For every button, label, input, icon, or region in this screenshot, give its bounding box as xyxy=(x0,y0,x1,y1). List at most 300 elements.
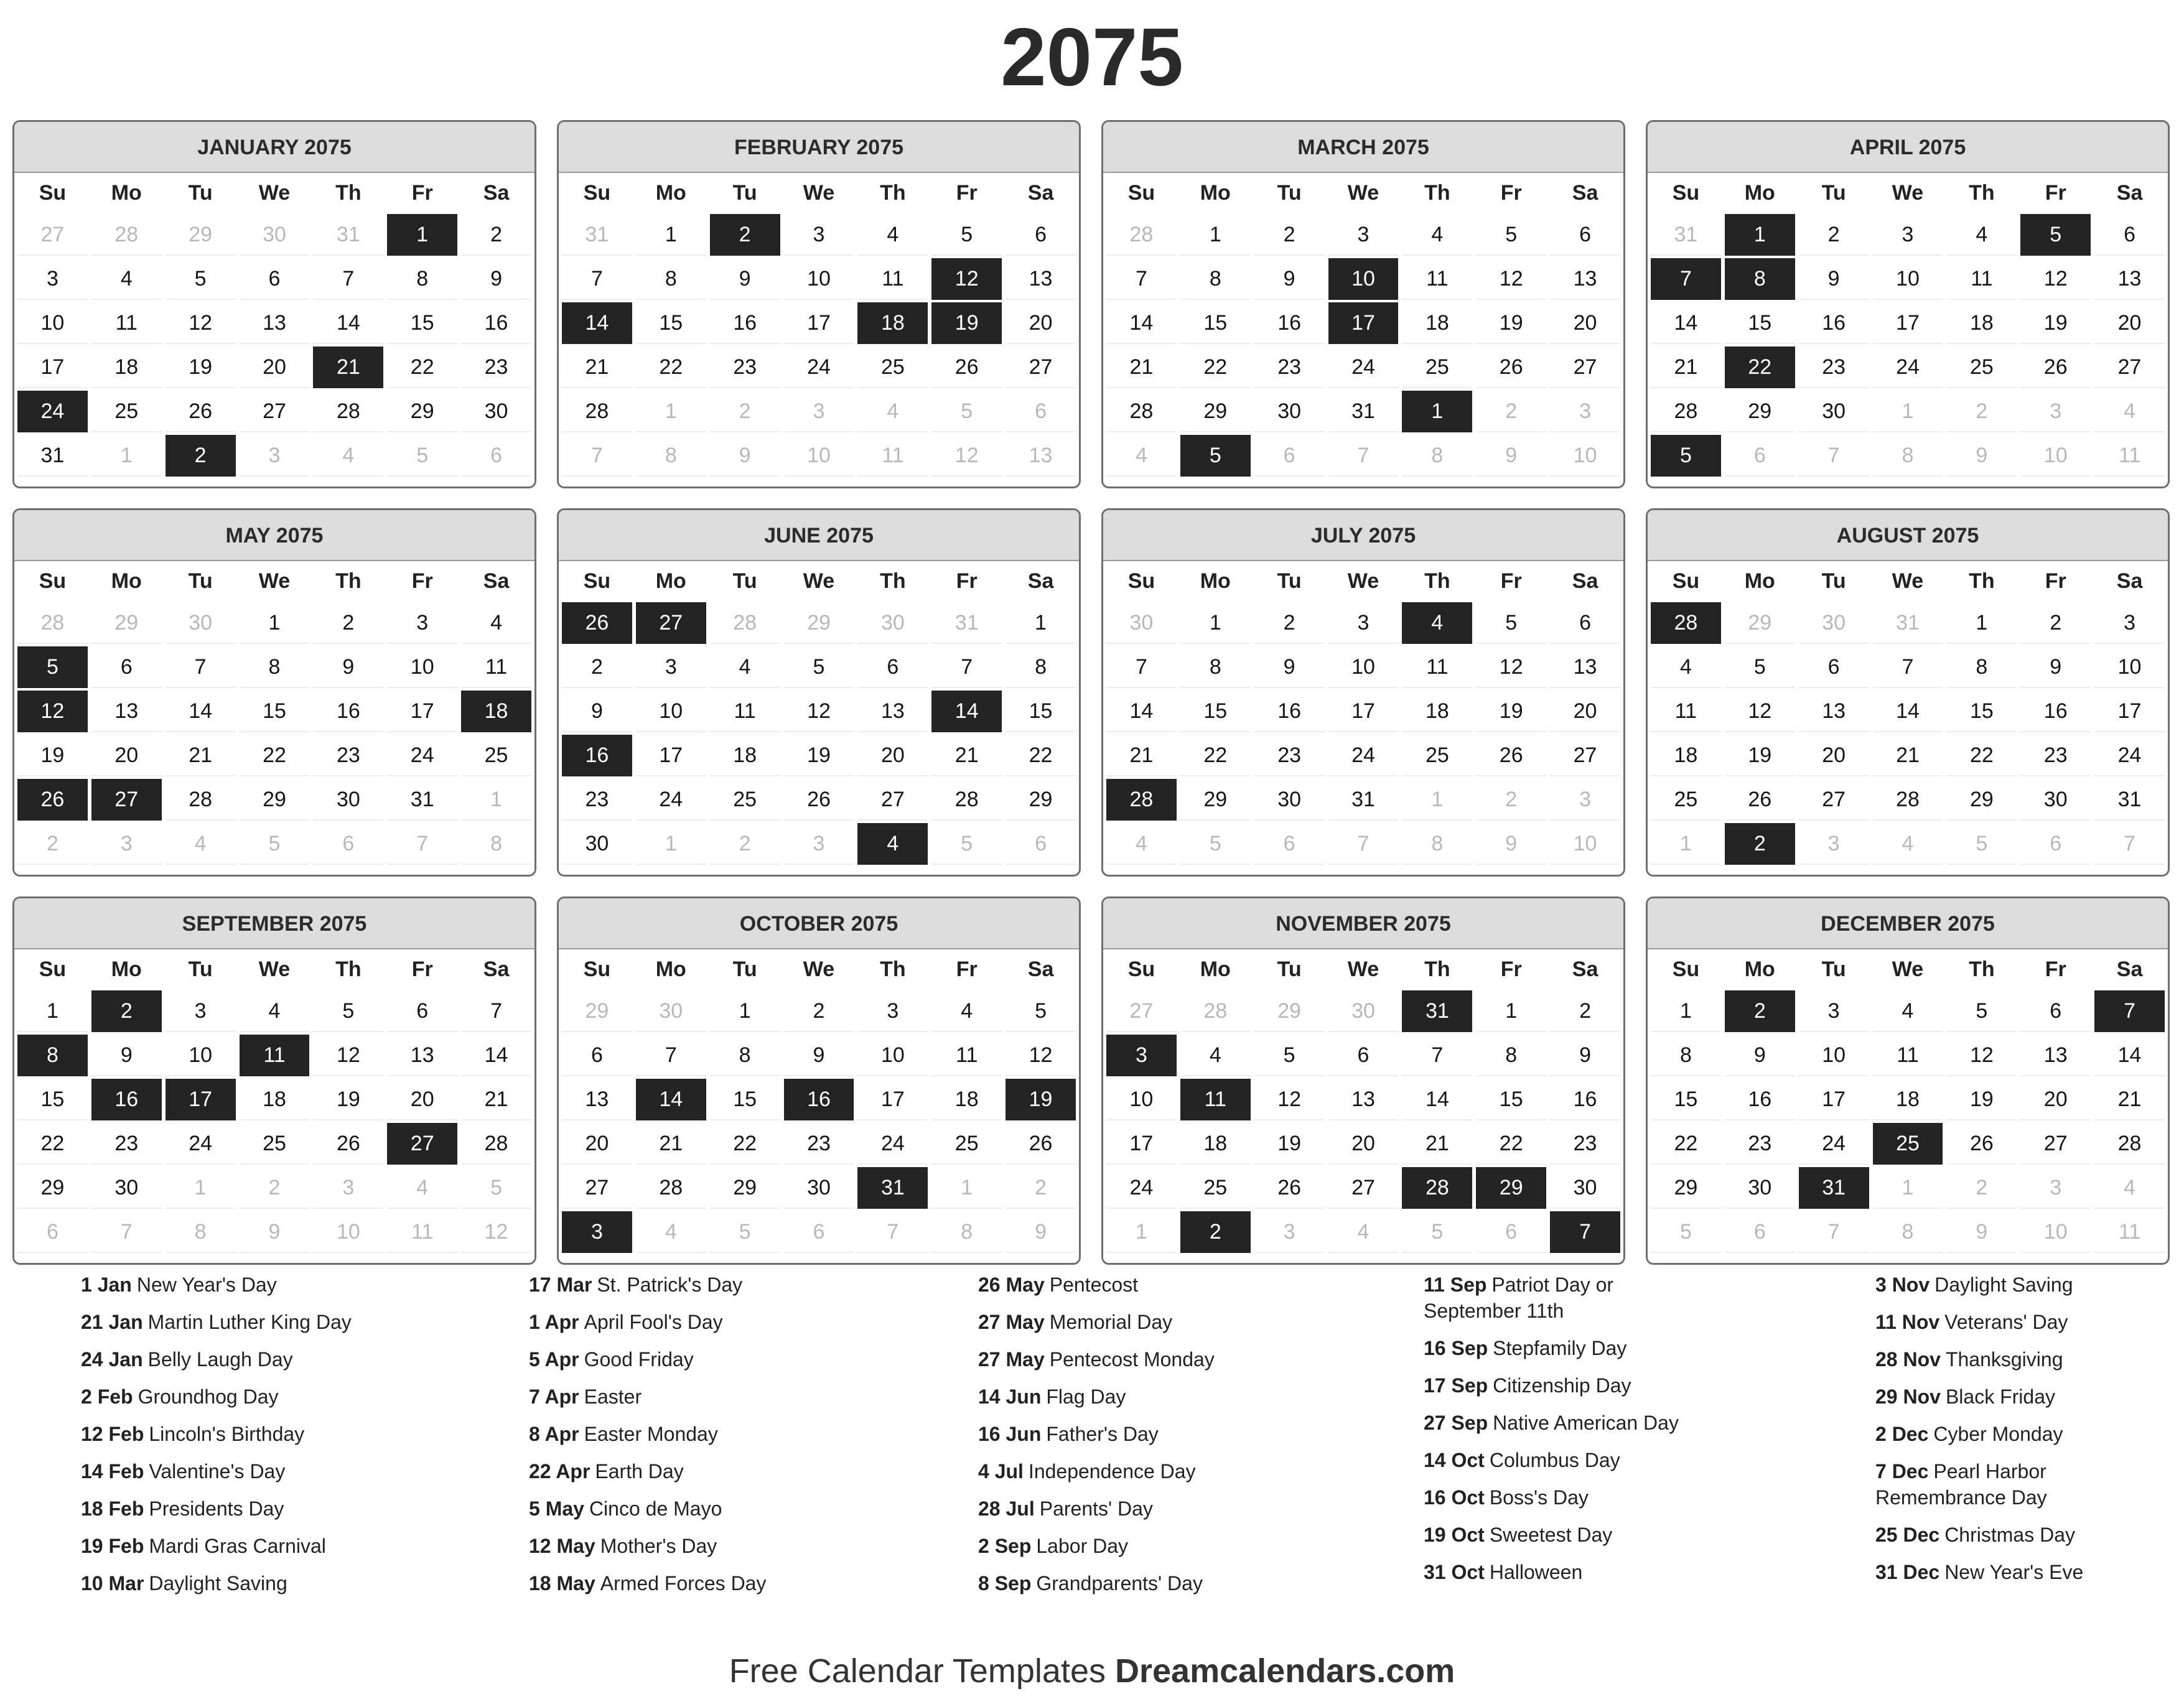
day-cell: 23 xyxy=(1550,1123,1620,1165)
day-cell: 16 xyxy=(461,302,531,344)
day-cell: 3 xyxy=(1799,990,1869,1032)
holiday-date: 16 Oct xyxy=(1424,1486,1485,1509)
day-cell: 15 xyxy=(240,691,310,732)
day-cell: 8 xyxy=(1180,258,1251,300)
holiday-name: Boss's Day xyxy=(1489,1486,1589,1509)
day-cell: 9 xyxy=(784,1035,854,1076)
day-cell: 19 xyxy=(1946,1079,2017,1120)
day-cell: 21 xyxy=(636,1123,706,1165)
holiday-item xyxy=(978,1570,1215,1596)
day-cell: 2 xyxy=(1550,990,1620,1032)
day-cell: 6 xyxy=(1006,214,1076,256)
day-cell: 13 xyxy=(1006,258,1076,300)
day-grid xyxy=(1648,561,2168,866)
day-cell: 16 xyxy=(313,691,383,732)
day-cell: 6 xyxy=(1550,214,1620,256)
adjacent-month-day-cell: 8 xyxy=(1402,435,1472,477)
day-cell: 11 xyxy=(1946,258,2017,300)
day-cell: 7 xyxy=(1873,646,1943,688)
day-cell: 28 xyxy=(931,779,1002,821)
holiday-name: Patriot Day or September 11th xyxy=(1424,1273,1614,1322)
day-cell: 17 xyxy=(2094,691,2165,732)
weekday-label: We xyxy=(1892,181,1924,205)
day-grid xyxy=(559,561,1079,866)
day-cell: 26 xyxy=(1006,1123,1076,1165)
day-cell: 26 xyxy=(1476,347,1546,388)
holiday-name: Pearl Harbor Remembrance Day xyxy=(1875,1460,2047,1509)
day-cell: 14 xyxy=(1873,691,1943,732)
day-cell: 31 xyxy=(2094,779,2165,821)
adjacent-month-day-cell: 9 xyxy=(240,1211,310,1253)
holiday-item xyxy=(81,1570,352,1596)
adjacent-month-day-cell: 3 xyxy=(91,823,162,865)
day-cell: 3 xyxy=(1873,214,1943,256)
month-calendar xyxy=(1646,120,2170,488)
day-cell: 1 xyxy=(240,602,310,644)
adjacent-month-day-cell: 11 xyxy=(857,435,928,477)
holiday-name: Flag Day xyxy=(1046,1385,1126,1408)
adjacent-month-day-cell: 28 xyxy=(710,602,780,644)
day-cell: 14 xyxy=(1402,1079,1472,1120)
day-cell: 11 xyxy=(1402,258,1472,300)
day-cell: 1 xyxy=(1651,990,1721,1032)
holiday-item xyxy=(529,1458,766,1484)
holiday-day-cell: 2 xyxy=(166,435,236,477)
page-title: 2075 xyxy=(1001,11,1183,103)
holiday-name: April Fool's Day xyxy=(584,1311,723,1333)
holiday-name: Memorial Day xyxy=(1049,1311,1173,1333)
day-cell: 30 xyxy=(562,823,632,865)
holiday-date: 2 Feb xyxy=(81,1385,133,1408)
holiday-day-cell: 7 xyxy=(2094,990,2165,1032)
adjacent-month-day-cell: 10 xyxy=(313,1211,383,1253)
day-cell: 17 xyxy=(1106,1123,1177,1165)
day-cell: 20 xyxy=(857,735,928,776)
day-cell: 21 xyxy=(1651,347,1721,388)
weekday-label: We xyxy=(803,957,835,981)
holiday-date: 28 Jul xyxy=(978,1497,1035,1520)
adjacent-month-day-cell: 8 xyxy=(1402,823,1472,865)
adjacent-month-day-cell: 1 xyxy=(461,779,531,821)
adjacent-month-day-cell: 1 xyxy=(91,435,162,477)
adjacent-month-day-cell: 2 xyxy=(1946,391,2017,432)
day-cell: 9 xyxy=(1254,646,1325,688)
adjacent-month-day-cell: 6 xyxy=(1006,391,1076,432)
day-cell: 9 xyxy=(313,646,383,688)
day-cell: 27 xyxy=(2094,347,2165,388)
day-cell: 11 xyxy=(857,258,928,300)
weekday-label: Su xyxy=(1127,181,1155,205)
adjacent-month-day-cell: 7 xyxy=(2094,823,2165,865)
weekday-label: Fr xyxy=(2045,569,2066,593)
day-cell: 5 xyxy=(1254,1035,1325,1076)
adjacent-month-day-cell: 7 xyxy=(91,1211,162,1253)
adjacent-month-day-cell: 6 xyxy=(2020,823,2091,865)
day-cell: 25 xyxy=(931,1123,1002,1165)
day-cell: 10 xyxy=(1328,646,1399,688)
day-cell: 9 xyxy=(710,258,780,300)
weekday-label: Th xyxy=(335,569,362,593)
month-title: FEBRUARY 2075 xyxy=(559,122,1079,173)
adjacent-month-day-cell: 2 xyxy=(1476,391,1546,432)
day-cell: 18 xyxy=(91,347,162,388)
holiday-name: Martin Luther King Day xyxy=(147,1311,352,1333)
day-cell: 24 xyxy=(1873,347,1943,388)
day-cell: 13 xyxy=(1799,691,1869,732)
day-cell: 25 xyxy=(91,391,162,432)
holiday-day-cell: 27 xyxy=(91,779,162,821)
day-cell: 22 xyxy=(1946,735,2017,776)
weekday-label: Tu xyxy=(732,569,757,593)
weekday-label: Mo xyxy=(1200,957,1231,981)
weekday-label: Fr xyxy=(411,181,433,205)
weekday-label: Su xyxy=(583,181,611,205)
day-cell: 30 xyxy=(2020,779,2091,821)
holiday-date: 19 Feb xyxy=(81,1535,144,1557)
holiday-day-cell: 1 xyxy=(1402,391,1472,432)
adjacent-month-day-cell: 6 xyxy=(1476,1211,1546,1253)
adjacent-month-day-cell: 11 xyxy=(2094,435,2165,477)
day-cell: 11 xyxy=(91,302,162,344)
holiday-name: Mardi Gras Carnival xyxy=(149,1535,326,1557)
holiday-day-cell: 7 xyxy=(1651,258,1721,300)
holiday-day-cell: 31 xyxy=(1402,990,1472,1032)
day-cell: 26 xyxy=(1476,735,1546,776)
day-cell: 8 xyxy=(1476,1035,1546,1076)
holiday-name: Parents' Day xyxy=(1039,1497,1153,1520)
month-calendar xyxy=(1101,508,1625,877)
day-cell: 29 xyxy=(710,1167,780,1209)
day-cell: 11 xyxy=(1402,646,1472,688)
day-cell: 28 xyxy=(166,779,236,821)
adjacent-month-day-cell: 29 xyxy=(1725,602,1795,644)
day-cell: 21 xyxy=(461,1079,531,1120)
holiday-item xyxy=(529,1421,766,1447)
month-title: AUGUST 2075 xyxy=(1648,510,2168,561)
weekday-label: Fr xyxy=(2045,957,2066,981)
weekday-label: Th xyxy=(1424,569,1450,593)
day-cell: 2 xyxy=(1254,602,1325,644)
day-cell: 9 xyxy=(2020,646,2091,688)
adjacent-month-day-cell: 28 xyxy=(1180,990,1251,1032)
weekday-label: Th xyxy=(1424,181,1450,205)
adjacent-month-day-cell: 3 xyxy=(784,391,854,432)
day-cell: 6 xyxy=(1799,646,1869,688)
holiday-date: 27 May xyxy=(978,1311,1045,1333)
weekday-label: Mo xyxy=(111,957,142,981)
day-cell: 24 xyxy=(1106,1167,1177,1209)
adjacent-month-day-cell: 3 xyxy=(1550,391,1620,432)
weekday-label: Sa xyxy=(2116,957,2143,981)
adjacent-month-day-cell: 2 xyxy=(1946,1167,2017,1209)
adjacent-month-day-cell: 6 xyxy=(784,1211,854,1253)
day-cell: 20 xyxy=(1328,1123,1399,1165)
holiday-item xyxy=(1424,1272,1691,1324)
day-cell: 20 xyxy=(562,1123,632,1165)
day-grid xyxy=(14,173,534,478)
day-cell: 19 xyxy=(17,735,88,776)
month-calendar xyxy=(557,508,1081,877)
adjacent-month-day-cell: 2 xyxy=(1006,1167,1076,1209)
adjacent-month-day-cell: 31 xyxy=(931,602,1002,644)
adjacent-month-day-cell: 10 xyxy=(2020,435,2091,477)
adjacent-month-day-cell: 30 xyxy=(857,602,928,644)
weekday-label: Su xyxy=(39,957,67,981)
day-cell: 15 xyxy=(387,302,457,344)
weekday-label: We xyxy=(1347,957,1379,981)
day-cell: 29 xyxy=(1180,779,1251,821)
holiday-item xyxy=(81,1346,352,1372)
holiday-item xyxy=(81,1309,352,1335)
holiday-day-cell: 31 xyxy=(857,1167,928,1209)
weekday-label: Fr xyxy=(1500,569,1522,593)
day-cell: 13 xyxy=(2020,1035,2091,1076)
adjacent-month-day-cell: 5 xyxy=(387,435,457,477)
month-title: JANUARY 2075 xyxy=(14,122,534,173)
day-cell: 5 xyxy=(1946,990,2017,1032)
holiday-date: 5 May xyxy=(529,1497,584,1520)
adjacent-month-day-cell: 3 xyxy=(240,435,310,477)
day-cell: 17 xyxy=(636,735,706,776)
day-cell: 25 xyxy=(240,1123,310,1165)
holiday-day-cell: 21 xyxy=(313,347,383,388)
day-cell: 26 xyxy=(784,779,854,821)
adjacent-month-day-cell: 28 xyxy=(1106,214,1177,256)
day-cell: 2 xyxy=(1799,214,1869,256)
day-cell: 22 xyxy=(636,347,706,388)
adjacent-month-day-cell: 29 xyxy=(166,214,236,256)
holiday-name: Mother's Day xyxy=(600,1535,717,1557)
day-cell: 22 xyxy=(1651,1123,1721,1165)
holiday-name: Veterans' Day xyxy=(1944,1311,2068,1333)
weekday-label: Su xyxy=(583,957,611,981)
day-cell: 19 xyxy=(313,1079,383,1120)
weekday-label: Tu xyxy=(1821,957,1846,981)
month-title: DECEMBER 2075 xyxy=(1648,898,2168,949)
holiday-day-cell: 14 xyxy=(562,302,632,344)
day-cell: 4 xyxy=(931,990,1002,1032)
day-cell: 20 xyxy=(1550,302,1620,344)
adjacent-month-day-cell: 12 xyxy=(461,1211,531,1253)
day-cell: 24 xyxy=(636,779,706,821)
day-cell: 14 xyxy=(461,1035,531,1076)
day-cell: 20 xyxy=(240,347,310,388)
month-title: MARCH 2075 xyxy=(1103,122,1623,173)
weekday-label: Tu xyxy=(188,181,213,205)
day-cell: 9 xyxy=(1799,258,1869,300)
adjacent-month-day-cell: 10 xyxy=(1550,435,1620,477)
day-cell: 11 xyxy=(710,691,780,732)
holiday-name: Native American Day xyxy=(1493,1412,1679,1434)
holiday-day-cell: 17 xyxy=(1328,302,1399,344)
adjacent-month-day-cell: 5 xyxy=(1402,1211,1472,1253)
day-cell: 26 xyxy=(931,347,1002,388)
weekday-label: Tu xyxy=(1277,181,1302,205)
day-cell: 4 xyxy=(1946,214,2017,256)
day-cell: 1 xyxy=(1006,602,1076,644)
day-cell: 22 xyxy=(1180,735,1251,776)
day-grid xyxy=(14,949,534,1254)
day-cell: 7 xyxy=(1106,258,1177,300)
holiday-date: 27 Sep xyxy=(1424,1412,1488,1434)
adjacent-month-day-cell: 3 xyxy=(784,823,854,865)
holiday-item xyxy=(978,1496,1215,1522)
holiday-name: Pentecost xyxy=(1049,1273,1139,1296)
holiday-day-cell: 26 xyxy=(17,779,88,821)
day-cell: 13 xyxy=(1328,1079,1399,1120)
day-cell: 15 xyxy=(1180,302,1251,344)
day-cell: 29 xyxy=(1651,1167,1721,1209)
weekday-label: We xyxy=(1892,957,1924,981)
holiday-date: 22 Apr xyxy=(529,1460,590,1483)
day-cell: 27 xyxy=(1328,1167,1399,1209)
holiday-item xyxy=(1424,1484,1691,1511)
holiday-name: Thanksgiving xyxy=(1945,1348,2063,1371)
day-cell: 15 xyxy=(636,302,706,344)
day-cell: 30 xyxy=(313,779,383,821)
day-cell: 12 xyxy=(1006,1035,1076,1076)
day-cell: 3 xyxy=(1328,602,1399,644)
weekday-label: Tu xyxy=(1821,569,1846,593)
day-cell: 3 xyxy=(387,602,457,644)
day-cell: 25 xyxy=(1651,779,1721,821)
month-calendar xyxy=(12,120,536,488)
adjacent-month-day-cell: 2 xyxy=(710,391,780,432)
holiday-name: Pentecost Monday xyxy=(1049,1348,1215,1371)
holiday-item xyxy=(529,1309,766,1335)
day-cell: 9 xyxy=(1254,258,1325,300)
holiday-name: Groundhog Day xyxy=(138,1385,279,1408)
adjacent-month-day-cell: 11 xyxy=(2094,1211,2165,1253)
day-cell: 26 xyxy=(166,391,236,432)
adjacent-month-day-cell: 7 xyxy=(1328,435,1399,477)
day-cell: 4 xyxy=(1180,1035,1251,1076)
adjacent-month-day-cell: 2 xyxy=(240,1167,310,1209)
day-cell: 17 xyxy=(1799,1079,1869,1120)
weekday-label: Su xyxy=(583,569,611,593)
holiday-name: Black Friday xyxy=(1945,1385,2055,1408)
day-cell: 20 xyxy=(1550,691,1620,732)
day-cell: 12 xyxy=(166,302,236,344)
adjacent-month-day-cell: 27 xyxy=(1106,990,1177,1032)
holiday-day-cell: 16 xyxy=(91,1079,162,1120)
holiday-day-cell: 12 xyxy=(931,258,1002,300)
adjacent-month-day-cell: 7 xyxy=(1799,1211,1869,1253)
weekday-label: Tu xyxy=(732,181,757,205)
footer-site-link[interactable]: Dreamcalendars.com xyxy=(1115,1652,1455,1690)
weekday-label: Sa xyxy=(1572,957,1598,981)
day-cell: 6 xyxy=(562,1035,632,1076)
adjacent-month-day-cell: 2 xyxy=(710,823,780,865)
day-cell: 7 xyxy=(461,990,531,1032)
day-cell: 14 xyxy=(2094,1035,2165,1076)
holiday-name: Cyber Monday xyxy=(1933,1423,2063,1445)
day-cell: 15 xyxy=(1006,691,1076,732)
weekday-label: Tu xyxy=(1277,569,1302,593)
day-cell: 6 xyxy=(1550,602,1620,644)
holiday-name: Presidents Day xyxy=(149,1497,284,1520)
holiday-day-cell: 26 xyxy=(562,602,632,644)
weekday-label: Tu xyxy=(732,957,757,981)
day-cell: 23 xyxy=(562,779,632,821)
day-cell: 1 xyxy=(636,214,706,256)
holiday-date: 21 Jan xyxy=(81,1311,143,1333)
day-cell: 22 xyxy=(1476,1123,1546,1165)
adjacent-month-day-cell: 1 xyxy=(636,823,706,865)
day-cell: 9 xyxy=(562,691,632,732)
weekday-label: Th xyxy=(1424,957,1450,981)
holiday-item xyxy=(529,1272,766,1298)
holiday-date: 4 Jul xyxy=(978,1460,1024,1483)
holiday-item xyxy=(81,1533,352,1559)
day-cell: 7 xyxy=(562,258,632,300)
adjacent-month-day-cell: 6 xyxy=(1254,823,1325,865)
holiday-day-cell: 2 xyxy=(710,214,780,256)
day-cell: 2 xyxy=(562,646,632,688)
holiday-day-cell: 28 xyxy=(1651,602,1721,644)
adjacent-month-day-cell: 7 xyxy=(1799,435,1869,477)
adjacent-month-day-cell: 7 xyxy=(387,823,457,865)
adjacent-month-day-cell: 8 xyxy=(636,435,706,477)
day-cell: 21 xyxy=(1106,347,1177,388)
holiday-date: 31 Dec xyxy=(1875,1561,1940,1583)
day-cell: 4 xyxy=(1873,990,1943,1032)
adjacent-month-day-cell: 30 xyxy=(636,990,706,1032)
day-cell: 6 xyxy=(2020,990,2091,1032)
holiday-day-cell: 7 xyxy=(1550,1211,1620,1253)
weekday-label: Sa xyxy=(483,957,510,981)
day-cell: 7 xyxy=(1402,1035,1472,1076)
month-title: SEPTEMBER 2075 xyxy=(14,898,534,949)
day-cell: 17 xyxy=(1328,691,1399,732)
day-cell: 26 xyxy=(1725,779,1795,821)
day-cell: 4 xyxy=(240,990,310,1032)
adjacent-month-day-cell: 10 xyxy=(784,435,854,477)
day-cell: 6 xyxy=(1328,1035,1399,1076)
day-cell: 5 xyxy=(1006,990,1076,1032)
day-cell: 25 xyxy=(461,735,531,776)
adjacent-month-day-cell: 5 xyxy=(240,823,310,865)
day-cell: 23 xyxy=(1799,347,1869,388)
day-cell: 26 xyxy=(313,1123,383,1165)
day-cell: 13 xyxy=(2094,258,2165,300)
day-cell: 25 xyxy=(857,347,928,388)
day-cell: 4 xyxy=(1651,646,1721,688)
holiday-day-cell: 2 xyxy=(1180,1211,1251,1253)
day-cell: 23 xyxy=(313,735,383,776)
day-cell: 18 xyxy=(1402,691,1472,732)
weekday-label: We xyxy=(258,181,291,205)
adjacent-month-day-cell: 1 xyxy=(1651,823,1721,865)
day-cell: 19 xyxy=(1476,691,1546,732)
weekday-label: Tu xyxy=(1821,181,1846,205)
day-cell: 18 xyxy=(240,1079,310,1120)
holiday-item xyxy=(529,1496,766,1522)
holiday-item xyxy=(1424,1447,1691,1473)
adjacent-month-day-cell: 6 xyxy=(17,1211,88,1253)
holiday-name: St. Patrick's Day xyxy=(597,1273,743,1296)
day-cell: 20 xyxy=(2020,1079,2091,1120)
day-cell: 14 xyxy=(1106,302,1177,344)
day-cell: 5 xyxy=(1476,602,1546,644)
adjacent-month-day-cell: 30 xyxy=(166,602,236,644)
day-cell: 22 xyxy=(387,347,457,388)
day-cell: 6 xyxy=(387,990,457,1032)
day-cell: 1 xyxy=(17,990,88,1032)
weekday-label: Su xyxy=(1672,569,1700,593)
holiday-name: Easter xyxy=(584,1385,642,1408)
adjacent-month-day-cell: 5 xyxy=(461,1167,531,1209)
